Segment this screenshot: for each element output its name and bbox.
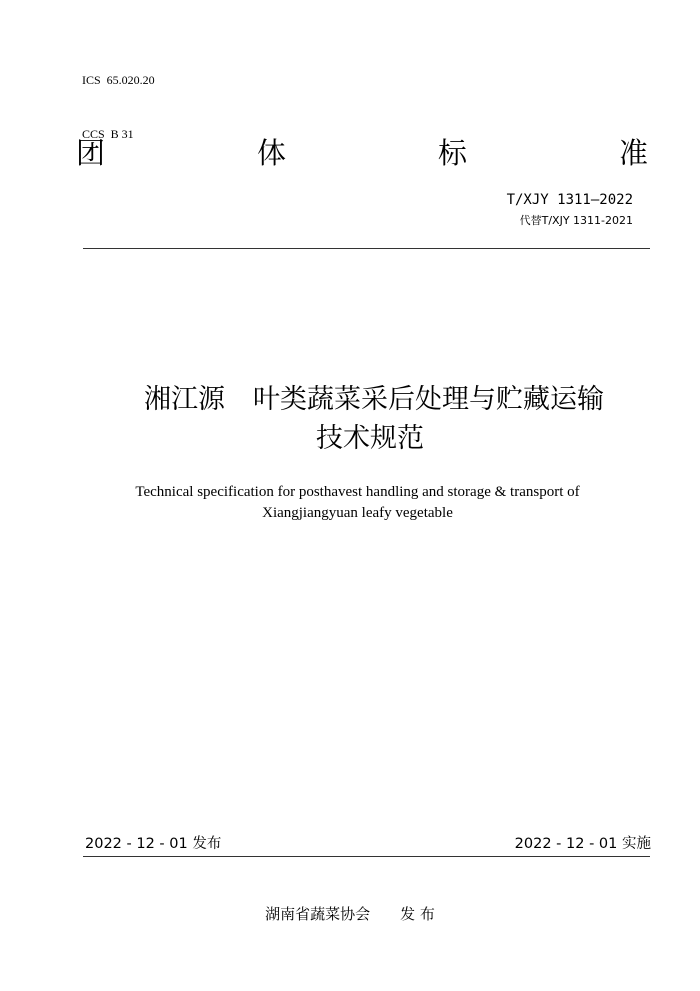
ccs-code: CCS B 31 (82, 127, 134, 141)
ics-code: ICS 65.020.20 (82, 73, 155, 87)
english-title (60, 482, 655, 524)
standard-type-heading (76, 134, 648, 172)
standard-type-char: 团 (76, 136, 106, 170)
english-title-line1: Technical specification for posthavest handling and storage & transport of (135, 484, 580, 500)
standard-type-char: 准 (618, 136, 648, 170)
chinese-title (60, 381, 680, 458)
replaces-standard: 代替T/XJY 1311-2021 (519, 214, 633, 227)
chinese-title-line1 (60, 381, 680, 419)
standard-type-char: 体 (256, 136, 286, 170)
implement-date: 2022 - 12 - 01 实施 (514, 836, 651, 852)
top-divider (83, 248, 650, 249)
bottom-divider (83, 856, 650, 857)
publish-date: 2022 - 12 - 01 发布 (85, 836, 222, 852)
standard-number: T/XJY 1311—2022 (506, 192, 633, 208)
chinese-title-line2: 技术规范 (316, 423, 424, 454)
english-title-line2: Xiangjiangyuan leafy vegetable (262, 505, 453, 521)
issuer-line (0, 904, 700, 924)
chinese-title-part2: 叶类蔬菜采后处理与贮藏运输 (253, 384, 604, 415)
issuer-org: 湖南省蔬菜协会 (265, 905, 371, 923)
standard-type-char: 标 (437, 136, 467, 170)
issuer-action: 发 布 (400, 905, 435, 923)
chinese-title-part1: 湘江源 (144, 384, 225, 415)
